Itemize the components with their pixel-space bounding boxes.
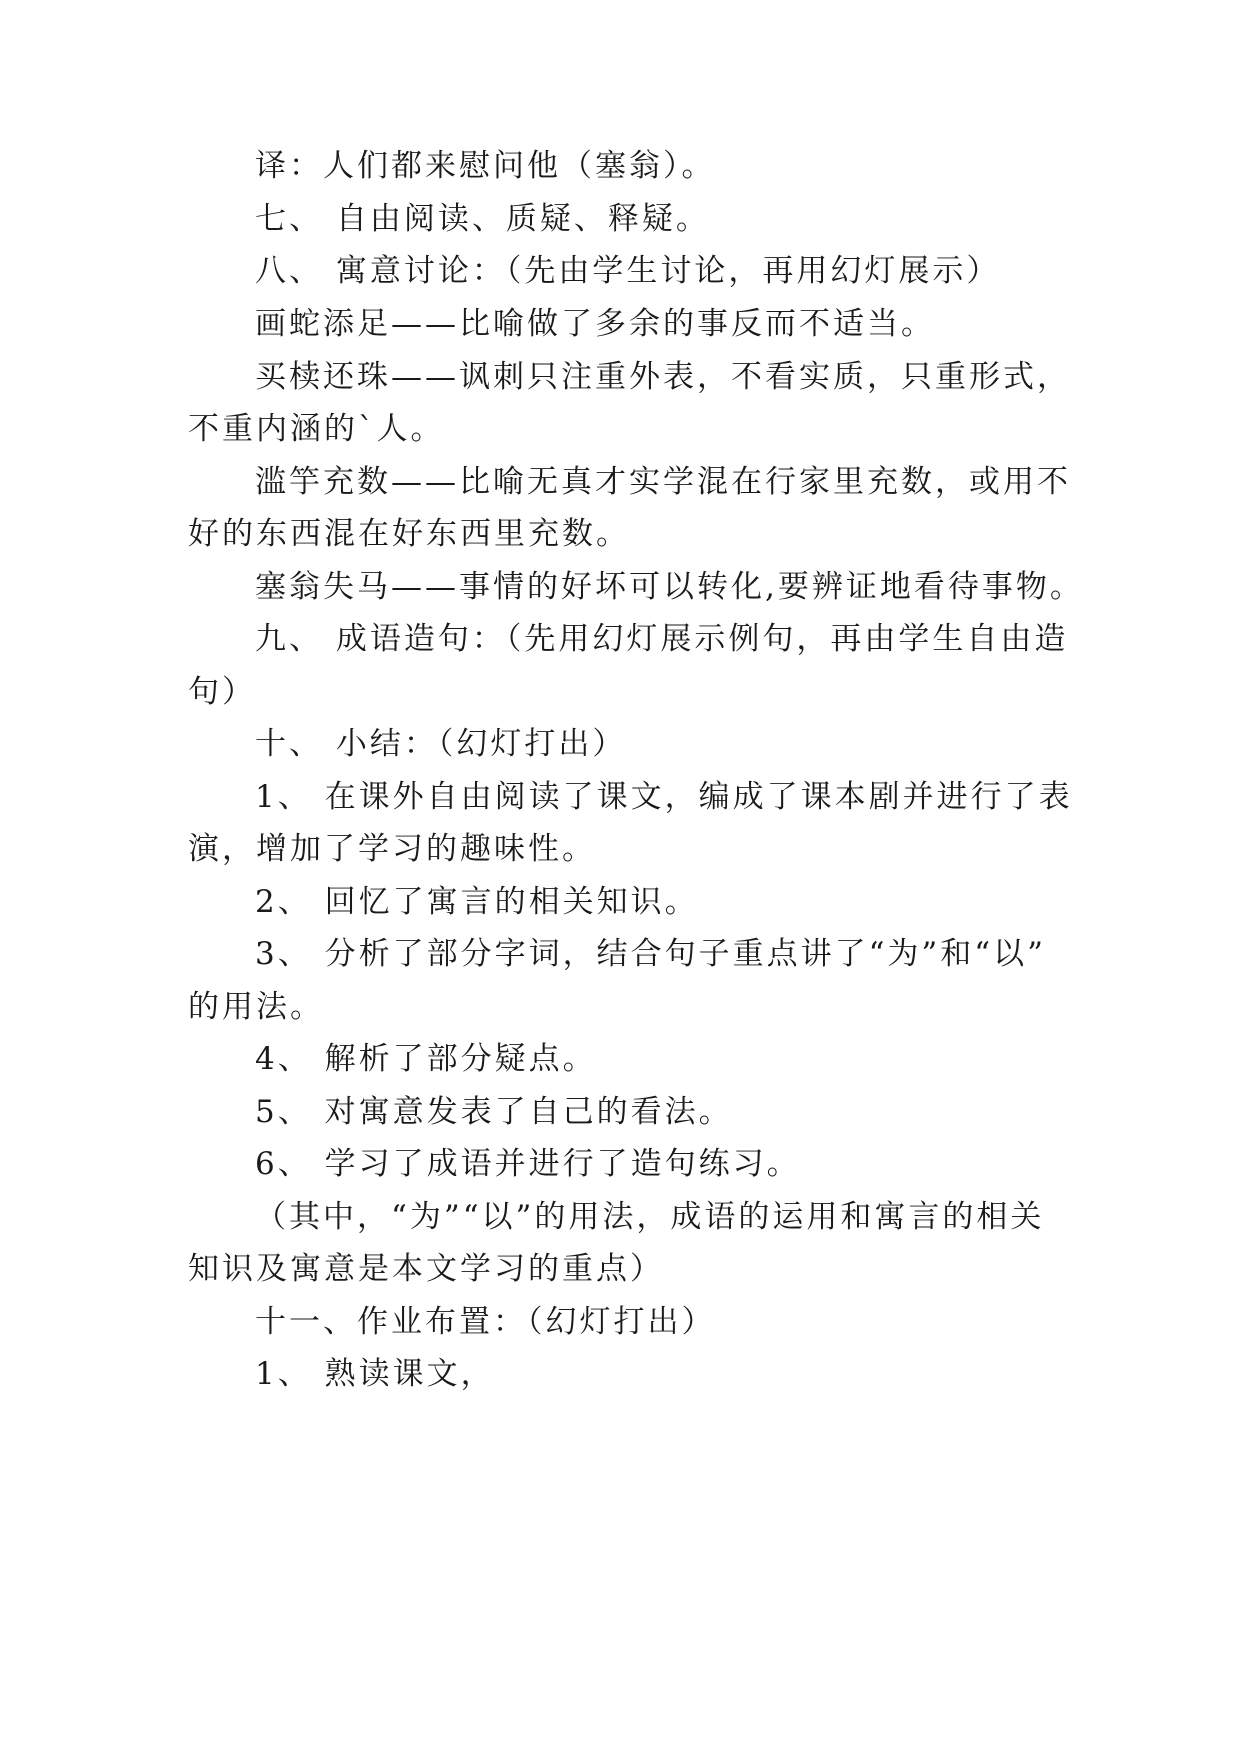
text-line: 画蛇添足——比喻做了多余的事反而不适当。 [255,306,935,342]
list-item: 5、 对寓意发表了自己的看法。 [255,1094,733,1130]
text-line: 买椟还珠——讽刺只注重外表，不看实质，只重形式， [255,359,1071,395]
text-line: 演，增加了学习的趣味性。 [188,831,596,867]
text-line: 知识及寓意是本文学习的重点） [188,1251,664,1287]
section-heading-10: 十、 小结：（幻灯打出） [255,726,627,762]
section-heading-7: 七、 自由阅读、质疑、释疑。 [255,201,710,237]
text-line: 塞翁失马——事情的好坏可以转化,要辨证地看待事物。 [255,569,1084,605]
text-line: 的用法。 [188,989,324,1025]
list-item: 2、 回忆了寓言的相关知识。 [255,884,699,920]
section-heading-9: 九、 成语造句：（先用幻灯展示例句，再由学生自由造 [255,621,1069,657]
text-line: 滥竽充数——比喻无真才实学混在行家里充数，或用不 [255,464,1071,500]
list-item: 1、 熟读课文， [255,1356,495,1392]
section-heading-11: 十一、作业布置：（幻灯打出） [255,1304,716,1340]
text-line: 不重内涵的`人。 [188,411,445,447]
list-item: 3、 分析了部分字词，结合句子重点讲了“为”和“以” [255,936,1046,972]
section-heading-8: 八、 寓意讨论：（先由学生讨论，再用幻灯展示） [255,253,1001,289]
text-line: 好的东西混在好东西里充数。 [188,516,630,552]
text-line: 译：人们都来慰问他（塞翁）。 [255,148,716,184]
text-line: （其中，“为”“以”的用法，成语的运用和寓言的相关 [255,1199,1045,1235]
list-item: 6、 学习了成语并进行了造句练习。 [255,1146,801,1182]
list-item: 4、 解析了部分疑点。 [255,1041,597,1077]
text-line: 句） [188,674,256,710]
list-item: 1、 在课外自由阅读了课文，编成了课本剧并进行了表 [255,779,1073,815]
